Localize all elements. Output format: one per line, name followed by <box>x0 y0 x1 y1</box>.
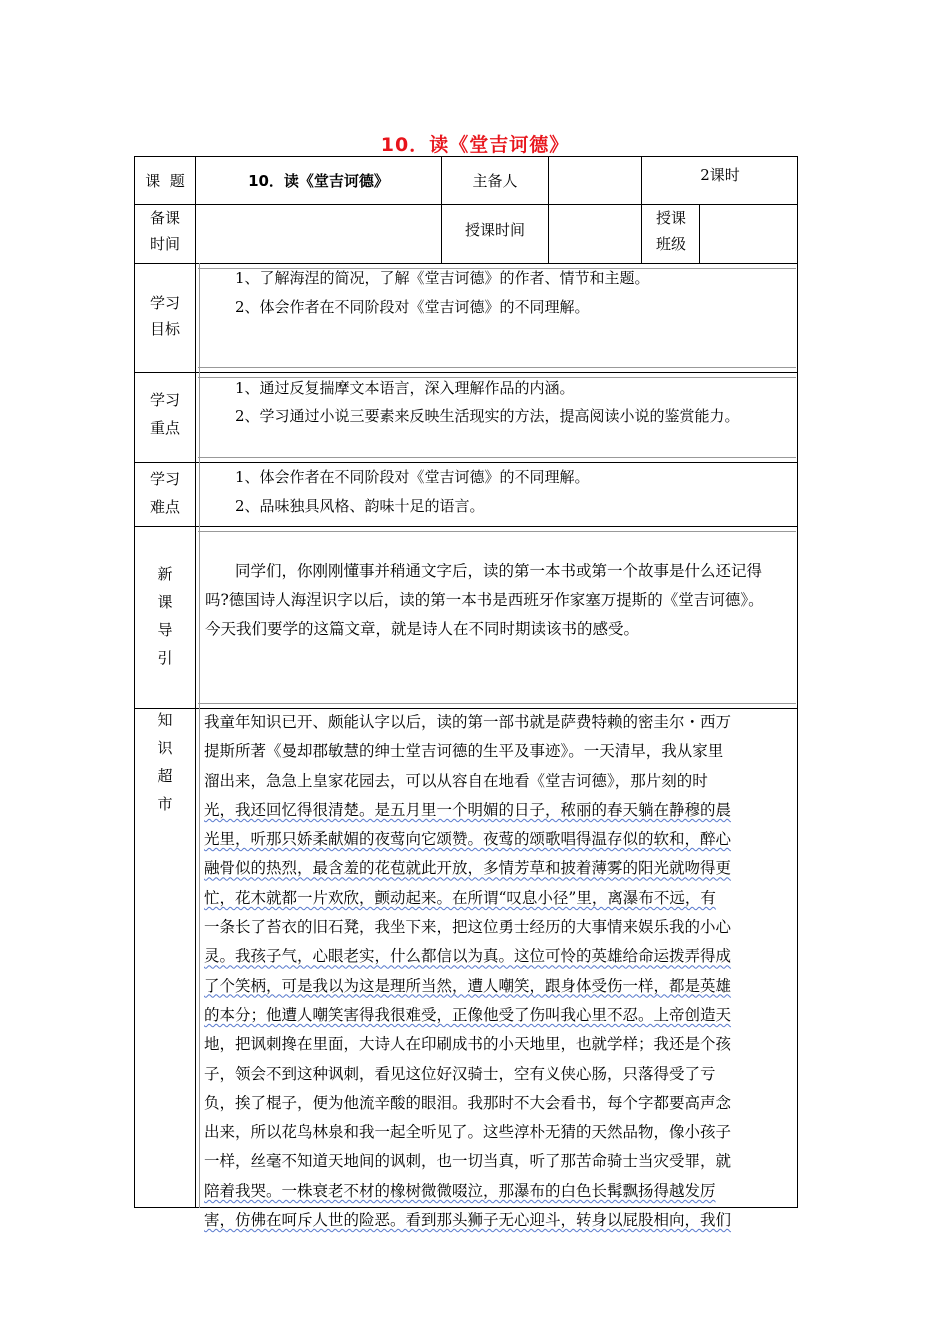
knowledge-content <box>204 708 798 1235</box>
label-intro-char: 课 <box>157 593 173 611</box>
key-points-content <box>205 374 773 430</box>
knowledge-line: 一样，丝毫不知道天地间的讽刺，也一切当真，听了那苦命骑士当灾受罪，就 <box>204 1152 732 1171</box>
inner-line <box>198 367 796 368</box>
label-intro-char: 导 <box>157 621 173 639</box>
hours-value: 2课时 <box>700 166 740 184</box>
label-class-line1: 授课 <box>655 209 686 227</box>
knowledge-line: 一条长了苔衣的旧石凳，我坐下来，把这位勇士经历的大事情来娱乐我的小心 <box>204 918 732 937</box>
label-objectives-line2: 目标 <box>149 320 180 338</box>
inner-line <box>198 531 796 532</box>
knowledge-line: 出来，所以花鸟林泉和我一起全听见了。这些淳朴无猜的天然品物，像小孩子 <box>204 1123 732 1142</box>
knowledge-line: 提斯所著《曼却郡敏慧的绅士堂吉诃德的生平及事迹》。一天清早，我从家里 <box>204 742 724 761</box>
label-knowledge-char: 识 <box>157 739 173 757</box>
knowledge-line: 忙，花木就都一片欢欣，颤动起来。在所谓“叹息小径”里，离瀑布不远，有 <box>204 888 716 907</box>
col-divider <box>199 263 200 1208</box>
knowledge-line: 陪着我哭。一株衰老不材的橡树微微啜泣，那瀑布的白色长髯飘扬得越发厉 <box>204 1181 716 1200</box>
key-point-item: 2、学习通过小说三要素来反映生活现实的方法，提高阅读小说的鉴赏能力。 <box>235 407 740 425</box>
label-key-points-line1: 学习 <box>149 391 180 409</box>
label-key-points-line2: 重点 <box>149 419 180 437</box>
knowledge-line: 溜出来，急急上皇家花园去，可以从容自在地看《堂吉诃德》，那片刻的时 <box>204 771 708 790</box>
label-objectives <box>135 290 195 342</box>
label-knowledge-char: 知 <box>157 711 173 729</box>
col-divider <box>195 156 196 1208</box>
knowledge-line: 光，我还回忆得很清楚。是五月里一个明媚的日子，秾丽的春天躺在静穆的晨 <box>204 800 732 819</box>
label-difficulties <box>135 465 195 521</box>
label-preparer: 主备人 <box>472 172 518 190</box>
knowledge-line: 融骨似的热烈，最含羞的花苞就此开放，多情芳草和披着薄雾的阳光就吻得更 <box>204 859 732 878</box>
document-title: 10．读《堂吉诃德》 <box>380 134 570 156</box>
knowledge-line: 负，挨了棍子，便为他流辛酸的眼泪。我那时不大会看书，每个字都要高声念 <box>204 1093 732 1112</box>
label-prep-time <box>135 205 195 257</box>
label-prep-time-line2: 时间 <box>149 235 180 253</box>
knowledge-line: 地，把讽刺搀在里面，大诗人在印刷成书的小天地里，也就学样；我还是个孩 <box>204 1035 732 1054</box>
label-difficulties-line1: 学习 <box>149 470 180 488</box>
knowledge-line: 光里，听那只娇柔献媚的夜莺向它颂赞。夜莺的颂歌唱得温存似的软和，醉心 <box>204 830 732 849</box>
objective-item: 2、体会作者在不同阶段对《堂吉诃德》的不同理解。 <box>235 298 590 316</box>
knowledge-line: 的本分；他遭人嘲笑害得我很难受，正像他受了伤叫我心里不忍。上帝创造天 <box>204 1005 732 1024</box>
label-teach-time: 授课时间 <box>464 221 525 239</box>
label-intro-char: 引 <box>157 649 173 667</box>
objectives-content <box>205 264 793 322</box>
row-divider <box>134 526 798 527</box>
label-intro <box>135 560 195 672</box>
difficulties-content <box>205 463 793 521</box>
knowledge-line: 害，仿佛在呵斥人世的险恶。看到那头狮子无心迎斗，转身以屁股相向，我们 <box>204 1211 732 1230</box>
difficulty-item: 1、体会作者在不同阶段对《堂吉诃德》的不同理解。 <box>235 468 590 486</box>
label-knowledge <box>135 706 195 818</box>
inner-line <box>198 457 796 458</box>
intro-text: 同学们，你刚刚懂事并稍通文字后，读的第一本书或第一个故事是什么还记得吗?德国诗人海涅识字以后，读的第一本书是西班牙作家塞万提斯的《堂吉诃德》。今天我们要学的这篇文章，就是诗人在不同时期读该书的感受。 <box>205 562 764 638</box>
topic-value: 10．读《堂吉诃德》 <box>248 172 389 190</box>
col-divider <box>548 156 549 263</box>
label-prep-time-line1: 备课 <box>149 209 180 227</box>
label-intro-char: 新 <box>157 565 173 583</box>
label-class <box>642 205 700 257</box>
label-topic: 课 题 <box>145 172 185 190</box>
key-point-item: 1、通过反复揣摩文本语言，深入理解作品的内涵。 <box>235 379 575 397</box>
label-class-line2: 班级 <box>655 235 686 253</box>
label-knowledge-char: 市 <box>157 795 173 813</box>
label-key-points <box>135 386 195 442</box>
knowledge-line: 我童年知识已开、颇能认字以后，读的第一部书就是萨费特赖的密圭尔・西万 <box>204 713 732 731</box>
label-knowledge-char: 超 <box>157 767 173 785</box>
label-difficulties-line2: 难点 <box>149 498 180 516</box>
knowledge-line: 了个笑柄，可是我以为这是理所当然，遭人嘲笑，跟身体受伤一样，都是英雄 <box>204 976 732 995</box>
row-divider <box>134 372 798 373</box>
inner-line <box>198 703 796 704</box>
objective-item: 1、了解海涅的简况，了解《堂吉诃德》的作者、情节和主题。 <box>235 269 650 287</box>
knowledge-line: 灵。我孩子气，心眼老实，什么都信以为真。这位可怜的英雄给命运拨弄得成 <box>204 947 732 966</box>
difficulty-item: 2、品味独具风格、韵味十足的语言。 <box>235 497 485 515</box>
knowledge-line: 子，领会不到这种讽刺，看见这位好汉骑士，空有义侠心肠，只落得受了亏 <box>204 1064 716 1083</box>
intro-content <box>205 557 779 644</box>
label-objectives-line1: 学习 <box>149 294 180 312</box>
